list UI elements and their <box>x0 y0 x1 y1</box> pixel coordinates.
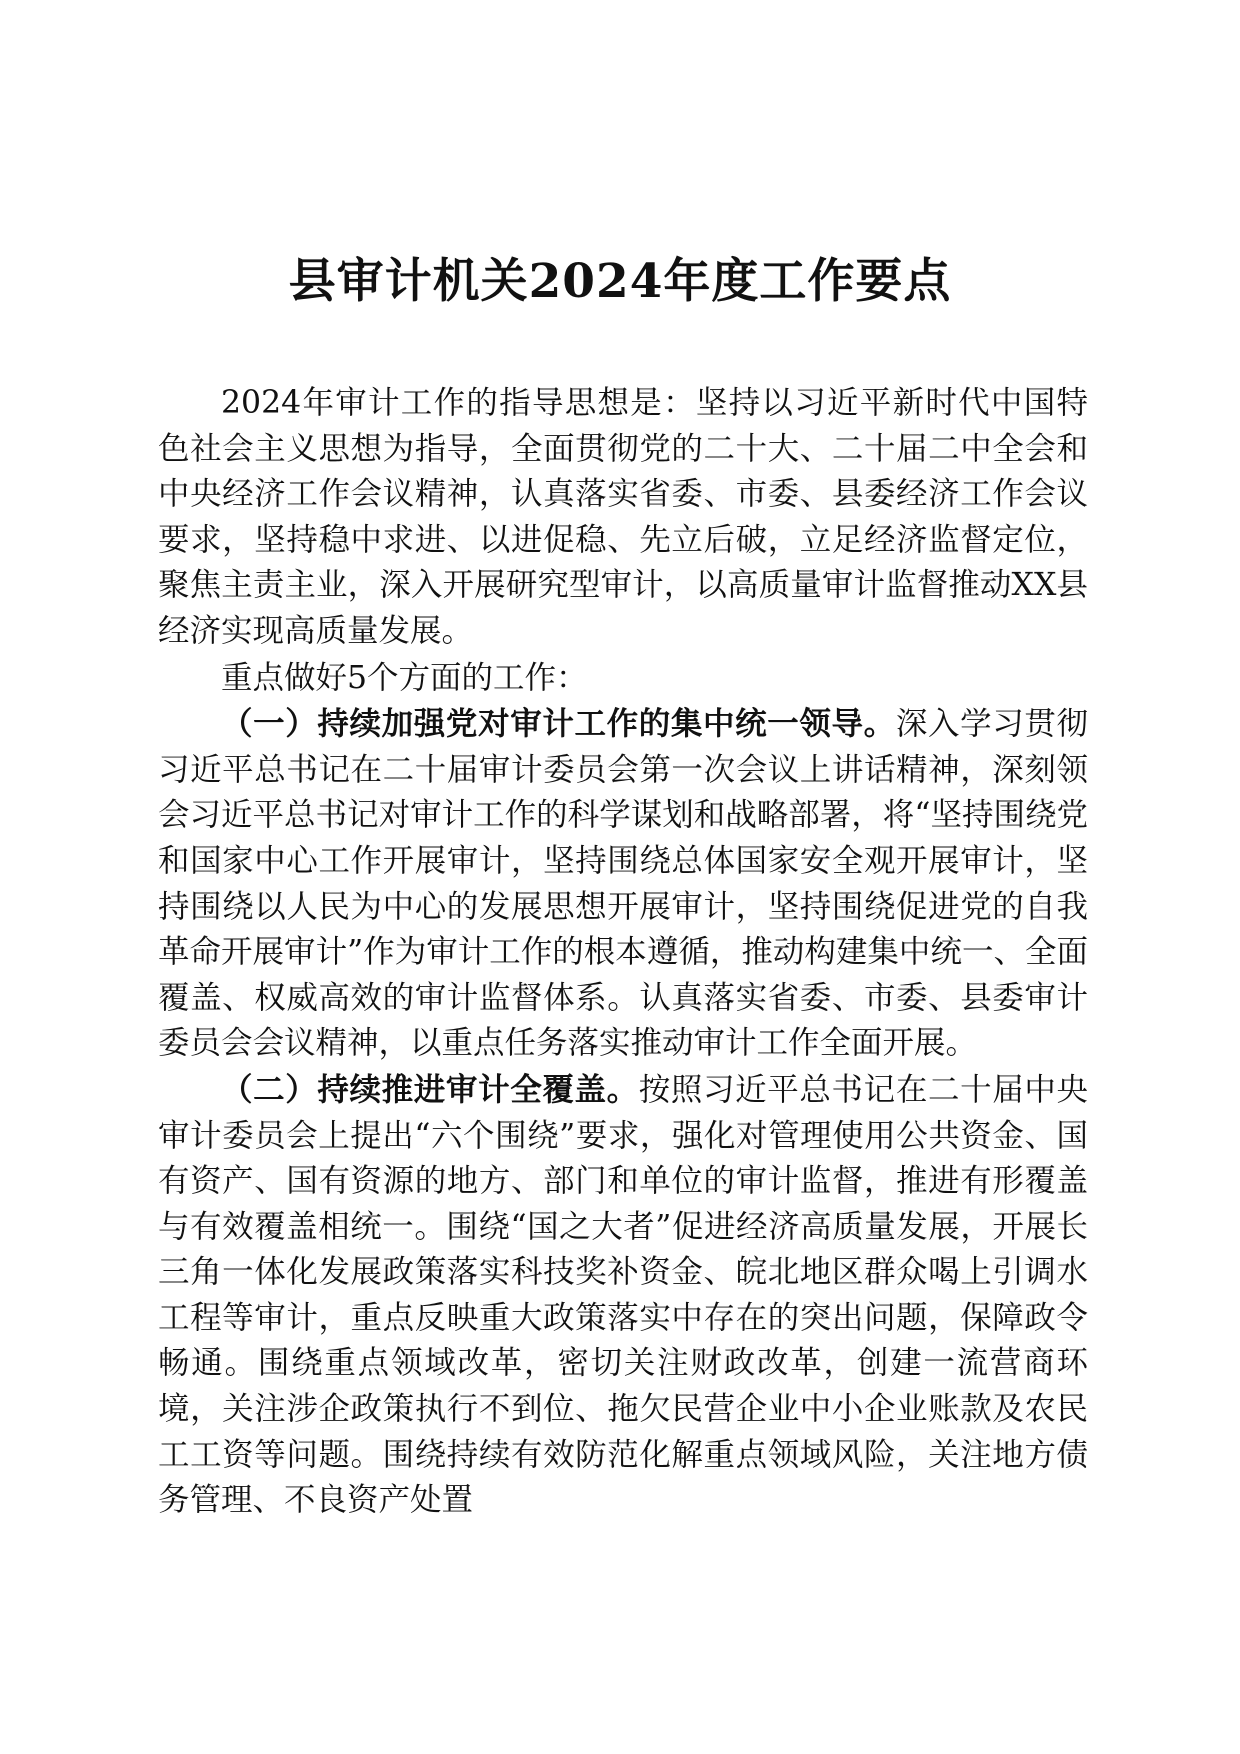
paragraph-section-1 <box>158 701 1088 1067</box>
paragraph-section-2 <box>158 1067 1088 1524</box>
paragraph-text: 深入学习贯彻习近平总书记在二十届审计委员会第一次会议上讲话精神，深刻领会习近平总书记对审计工作的科学谋划和战略部署，将“坚持围绕党和国家中心工作开展审计，坚持围绕总体国家安全观开展审计，坚持围绕以人民为中心的发展思想开展审计，坚持围绕促进党的自我革命开展审计”作为审计工作的根本遵循，推动构建集中统一、全面覆盖、权威高效的审计监督体系。认真落实省委、市委、县委审计委员会会议精神，以重点任务落实推动审计工作全面开展。 <box>158 706 1088 1062</box>
paragraph-guiding-thought <box>158 380 1088 655</box>
paragraph-text: 重点做好5个方面的工作： <box>221 659 588 696</box>
document-title: 县审计机关2024年度工作要点 <box>288 254 952 309</box>
paragraph-text: 2024年审计工作的指导思想是：坚持以习近平新时代中国特色社会主义思想为指导，全面贯彻党的二十大、二十届二中全会和中央经济工作会议精神，认真落实省委、市委、县委经济工作会议要求，坚持稳中求进、以进促稳、先立后破，立足经济监督定位，聚焦主责主业，深入开展研究型审计，以高质量审计监督推动XX县经济实现高质量发展。 <box>158 385 1088 649</box>
section-heading: （一）持续加强党对审计工作的集中统一领导。 <box>221 705 896 743</box>
paragraph-key-tasks-intro <box>158 655 1088 702</box>
document-body <box>158 380 1088 1524</box>
section-heading: （二）持续推进审计全覆盖。 <box>221 1070 639 1108</box>
paragraph-text: 按照习近平总书记在二十届中央审计委员会上提出“六个围绕”要求，强化对管理使用公共资金、国有资产、国有资源的地方、部门和单位的审计监督，推进有形覆盖与有效覆盖相统一。围绕“国之大者”促进经济高质量发展，开展长三角一体化发展政策落实科技奖补资金、皖北地区群众喝上引调水工程等审计，重点反映重大政策落实中存在的突出问题，保障政令畅通。围绕重点领域改革，密切关注财政改革，创建一流营商环境，关注涉企政策执行不到位、拖欠民营企业中小企业账款及农民工工资等问题。围绕持续有效防范化解重点领域风险，关注地方债务管理、不良资产处置 <box>158 1071 1088 1519</box>
